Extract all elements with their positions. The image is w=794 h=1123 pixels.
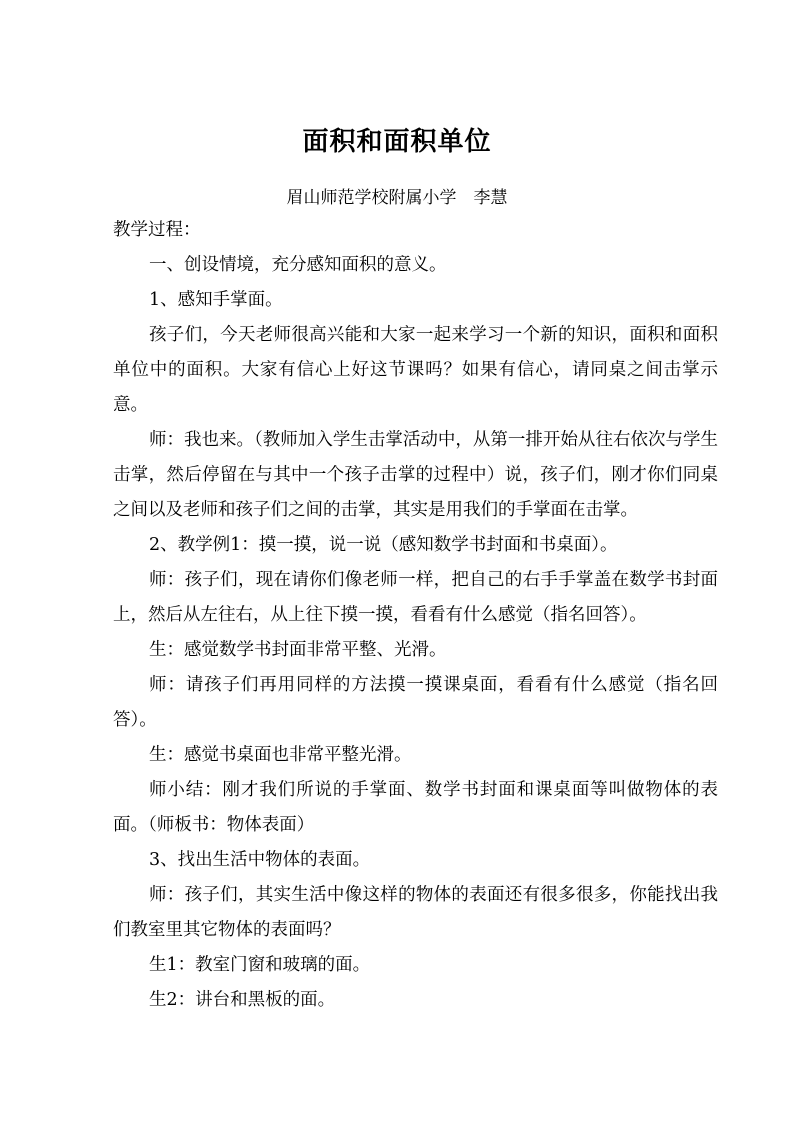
author-line: 眉山师范学校附属小学 李慧 (286, 188, 508, 208)
paragraph: 师：孩子们，其实生活中像这样的物体的表面还有很多很多，你能找出我们教室里其它物体的表面吗？ (113, 885, 718, 940)
paragraph: 生：感觉书桌面也非常平整光滑。 (149, 745, 412, 765)
section-heading-1: 一、创设情境，充分感知面积的意义。 (149, 255, 447, 275)
subsection-heading-3: 3、找出生活中物体的表面。 (149, 850, 371, 870)
paragraph: 师：孩子们，现在请你们像老师一样，把自己的右手手掌盖在数学书封面上，然后从左往右，从上往下摸一摸，看看有什么感觉（指名回答）。 (113, 570, 718, 625)
section-heading-teaching-process: 教学过程： (113, 220, 201, 240)
document-title: 面积和面积单位 (302, 127, 492, 157)
document-body (113, 213, 718, 1018)
subsection-heading-1: 1、感知手掌面。 (149, 290, 283, 310)
paragraph: 师：请孩子们再用同样的方法摸一摸课桌面，看看有什么感觉（指名回答）。 (113, 675, 718, 730)
paragraph: 师小结：刚才我们所说的手掌面、数学书封面和课桌面等叫做物体的表面。（师板书：物体表面） (113, 780, 718, 835)
paragraph: 生：感觉数学书封面非常平整、光滑。 (149, 640, 447, 660)
paragraph: 师：我也来。（教师加入学生击掌活动中，从第一排开始从往右依次与学生击掌，然后停留在与其中一个孩子击掌的过程中）说，孩子们，刚才你们同桌之间以及老师和孩子们之间的击掌，其实是用我们的手掌面在击掌。 (113, 430, 718, 520)
subsection-heading-2: 2、教学例1：摸一摸，说一说（感知数学书封面和书桌面）。 (149, 535, 618, 555)
paragraph: 生1：教室门窗和玻璃的面。 (149, 955, 371, 975)
paragraph: 孩子们，今天老师很高兴能和大家一起来学习一个新的知识，面积和面积单位中的面积。大家有信心上好这节课吗？如果有信心，请同桌之间击掌示意。 (113, 325, 718, 415)
paragraph: 生2：讲台和黑板的面。 (149, 990, 336, 1010)
